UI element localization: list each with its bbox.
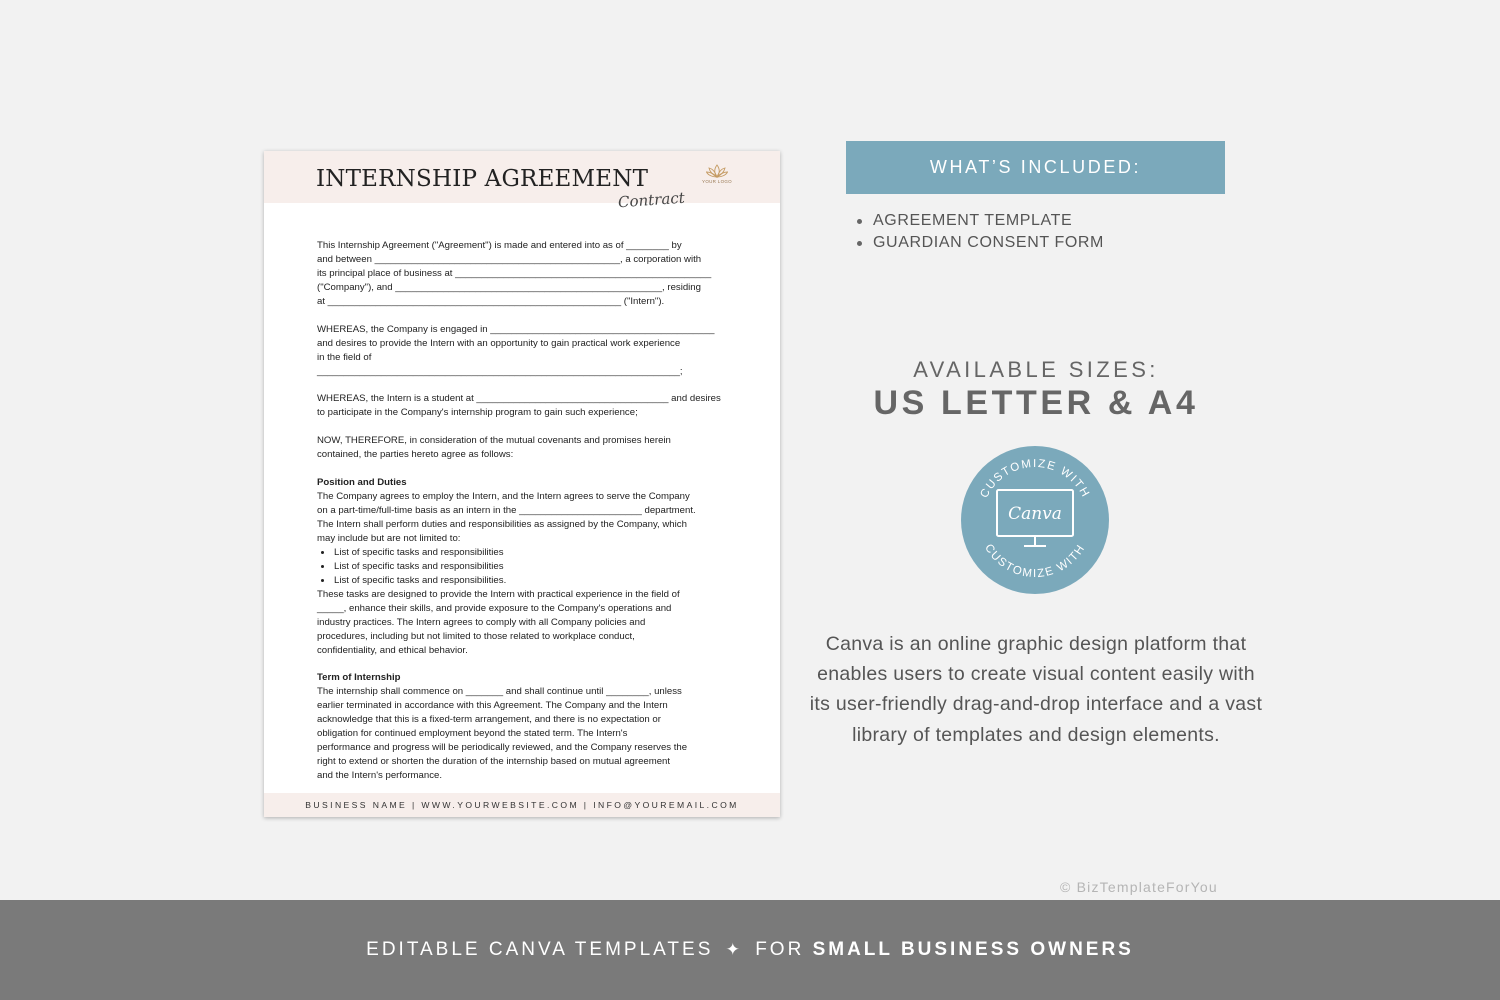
text-line: WHEREAS, the Intern is a student at ____________________________________ and desires [317,393,721,405]
whats-included-heading: WHAT’S INCLUDED: [846,141,1225,194]
text-line: WHEREAS, the Company is engaged in __________________________________________ [317,323,715,335]
list-item: • List of specific tasks and responsibilities. [333,574,729,588]
text-line: The Company agrees to employ the Intern, and the Intern agrees to serve the Company [317,491,690,503]
text-line: obligation for continued employment beyond the stated term. The Intern's [317,728,628,740]
badge-ring-text-bottom: CUSTOMIZE WITH [982,542,1088,581]
text-line: These tasks are designed to provide the Intern with practical experience in the field of [317,588,680,600]
text-line: NOW, THEREFORE, in consideration of the mutual covenants and promises herein [317,435,671,447]
copyright-notice: © BizTemplateForYou [1060,879,1218,895]
text-line: acknowledge that this is a fixed-term arrangement, and there is no expectation or [317,714,661,726]
text-line: at _______________________________________________________ ("Intern"). [317,295,665,307]
document-preview [264,151,780,817]
banner-text-part1: EDITABLE CANVA TEMPLATES [366,939,714,960]
duties-list [333,546,729,588]
included-item: AGREEMENT TEMPLATE [857,210,1104,232]
document-header [264,151,780,212]
document-body [317,239,729,783]
section-text [317,490,729,546]
intro-paragraph [317,239,729,309]
document-footer: BUSINESS NAME | WWW.YOURWEBSITE.COM | INFO@YOUREMAIL.COM [264,793,780,817]
available-sizes-value: US LETTER & A4 [873,384,1199,422]
text-line: right to extend or shorten the duration of the internship based on mutual agreement [317,756,671,768]
text-line: on a part-time/full-time basis as an intern in the _______________________ department. [317,505,696,517]
lotus-icon [706,163,728,179]
text-line: in the field of ____________________________________________________________________; [317,351,683,377]
canva-brand-text: Canva [1008,504,1062,524]
sparkle-icon: ✦ [725,940,743,959]
text-line: and the Intern's performance. [317,770,443,782]
canva-description: Canva is an online graphic design platform that enables users to create visual content easily with its user-friendly drag-and-drop interface and a vast library of templates and design elements. [809,633,1263,746]
list-item: • List of specific tasks and responsibilities [333,546,729,560]
section-text [317,588,729,658]
available-sizes-label: AVAILABLE SIZES: [913,357,1159,382]
text-line: earlier terminated in accordance with this Agreement. The Company and the Intern [317,700,668,712]
text-line: ("Company"), and __________________________________________________, residing [317,281,701,293]
list-item: • List of specific tasks and responsibilities [333,560,729,574]
bottom-banner [0,900,1500,1000]
logo-placeholder [700,163,734,184]
now-therefore-paragraph [317,434,729,462]
banner-text-part2: FOR [755,939,805,960]
badge-ring-text-top: CUSTOMIZE WITH [978,457,1092,501]
text-line: procedures, including but not limited to those related to workplace conduct, [317,630,635,642]
whereas-paragraph [317,323,729,379]
section-heading: Position and Duties [317,477,407,489]
text-line: and between ______________________________________________, a corporation with [317,253,702,265]
text-line: its principal place of business at ________________________________________________ [317,267,712,279]
whereas-paragraph [317,392,729,420]
document-title: INTERNSHIP AGREEMENT [316,166,649,192]
banner-text-part3: SMALL BUSINESS OWNERS [812,939,1134,960]
document-subtitle: Contract [617,188,686,212]
included-item: GUARDIAN CONSENT FORM [857,232,1104,254]
text-line: and desires to provide the Intern with an opportunity to gain practical work experience [317,337,681,349]
text-line: industry practices. The Intern agrees to comply with all Company policies and [317,616,646,628]
text-line: _____, enhance their skills, and provide exposure to the Company's operations and [317,602,672,614]
section-text [317,685,729,783]
text-line: The Intern shall perform duties and responsibilities as assigned by the Company, which [317,519,687,530]
text-line: to participate in the Company's internship program to gain such experience; [317,407,638,419]
text-line: contained, the parties hereto agree as follows: [317,449,514,461]
included-list [857,210,1104,254]
text-line: performance and progress will be periodically reviewed, and the Company reserves the [317,742,688,754]
text-line: This Internship Agreement ("Agreement") is made and entered into as of ________ by [317,240,682,251]
text-line: confidentiality, and ethical behavior. [317,644,468,656]
customize-with-canva-badge [960,445,1110,595]
text-line: The internship shall commence on _______ and shall continue until ________, unless [317,686,682,698]
text-line: may include but are not limited to: [317,532,461,544]
logo-text: YOUR LOGO [702,179,732,184]
section-heading: Term of Internship [317,672,401,684]
